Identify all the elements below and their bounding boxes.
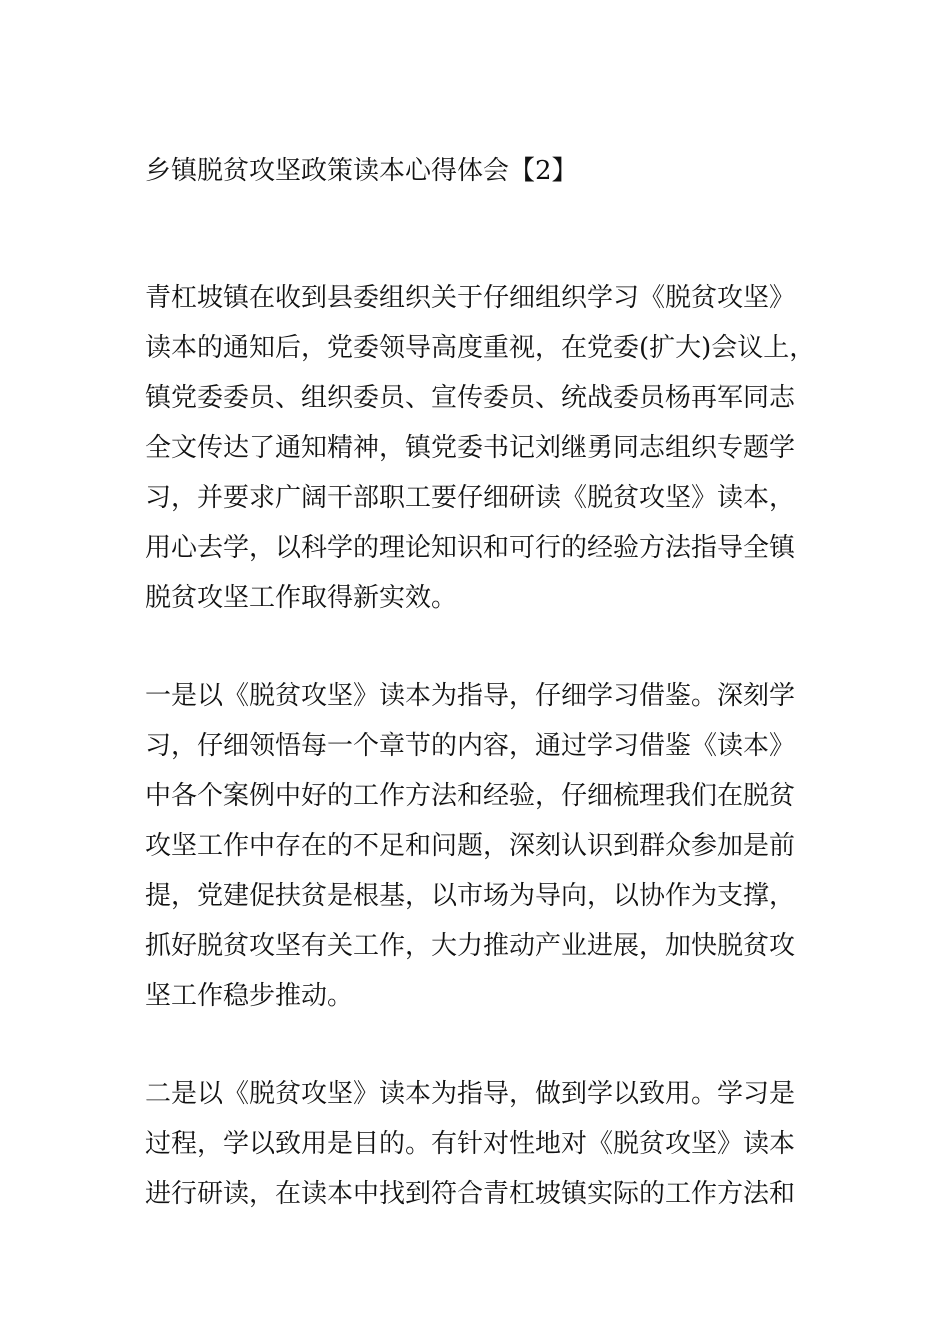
- paragraph-line: 青杠坡镇在收到县委组织关于仔细组织学习《脱贫攻坚》: [145, 283, 796, 313]
- paragraph-line: 用心去学，以科学的理论知识和可行的经验方法指导全镇: [145, 533, 796, 563]
- paragraph-line: 过程，学以致用是目的。有针对性地对《脱贫攻坚》读本: [145, 1129, 796, 1159]
- paragraph-line: 抓好脱贫攻坚有关工作，大力推动产业进展，加快脱贫攻: [145, 931, 796, 961]
- paragraph-line: 全文传达了通知精神，镇党委书记刘继勇同志组织专题学: [145, 433, 796, 463]
- paragraph-line: 镇党委委员、组织委员、宣传委员、统战委员杨再军同志: [145, 383, 796, 413]
- paragraph-line: 一是以《脱贫攻坚》读本为指导，仔细学习借鉴。深刻学: [145, 681, 796, 711]
- paragraph-3: [145, 1069, 825, 1219]
- paragraph-line: 习，仔细领悟每一个章节的内容，通过学习借鉴《读本》: [145, 731, 796, 761]
- paragraph-line: 二是以《脱贫攻坚》读本为指导，做到学以致用。学习是: [145, 1079, 796, 1109]
- paragraph-line: 提，党建促扶贫是根基，以市场为导向，以协作为支撑，: [145, 881, 796, 911]
- document-title-block: [145, 146, 825, 196]
- paragraph-line: 脱贫攻坚工作取得新实效。: [145, 583, 458, 613]
- paragraph-line: 习，并要求广阔干部职工要仔细研读《脱贫攻坚》读本，: [145, 483, 796, 513]
- paragraph-line: 攻坚工作中存在的不足和问题，深刻认识到群众参加是前: [145, 831, 796, 861]
- paragraph-line: 坚工作稳步推动。: [145, 981, 354, 1011]
- paragraph-line: 中各个案例中好的工作方法和经验，仔细梳理我们在脱贫: [145, 781, 796, 811]
- document-title: 乡镇脱贫攻坚政策读本心得体会【2】: [145, 156, 578, 186]
- paragraph-1: [145, 273, 825, 623]
- paragraph-line: 进行研读，在读本中找到符合青杠坡镇实际的工作方法和: [145, 1179, 796, 1209]
- paragraph-line: 读本的通知后，党委领导高度重视，在党委(扩大)会议上，: [145, 333, 816, 363]
- paragraph-2: [145, 671, 825, 1021]
